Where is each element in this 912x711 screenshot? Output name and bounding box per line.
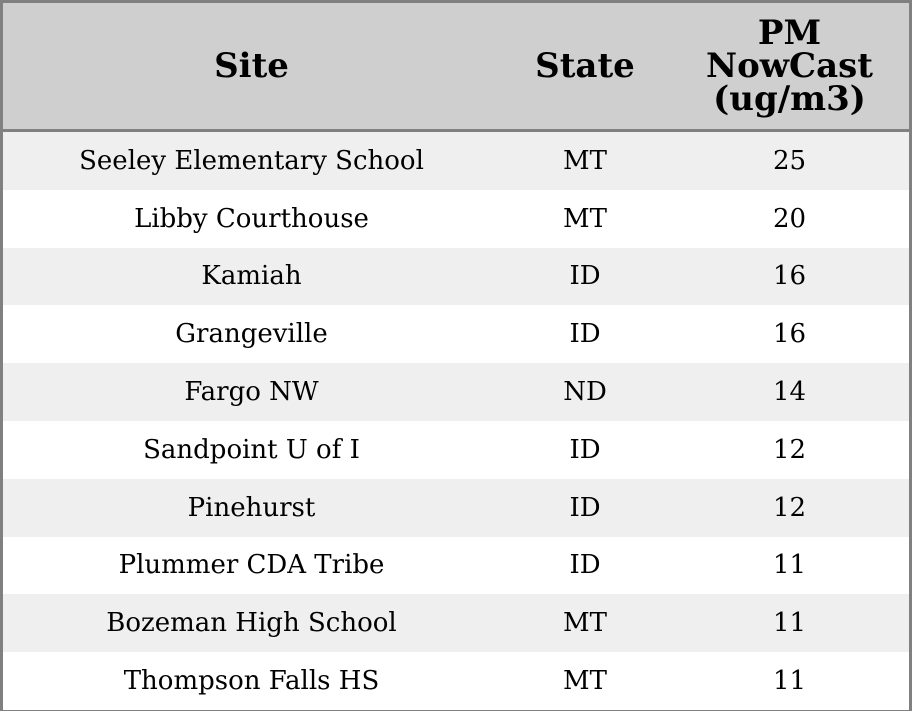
table-row	[3, 537, 909, 595]
cell-pm: 25	[772, 145, 807, 176]
cell-pm: 16	[772, 319, 807, 350]
cell-state: MT	[563, 145, 607, 176]
table-row	[3, 132, 909, 190]
table-row	[3, 363, 909, 421]
table-body	[3, 132, 909, 710]
table-header	[3, 3, 909, 132]
cell-site: Sandpoint U of I	[143, 434, 360, 465]
cell-pm: 14	[772, 377, 807, 408]
header-site-label: Site	[214, 45, 289, 86]
cell-state: MT	[563, 203, 607, 234]
table-row	[3, 652, 909, 710]
cell-site: Plummer CDA Tribe	[118, 550, 385, 581]
header-pm-line-3: (ug/m3)	[713, 78, 866, 119]
table-row	[3, 479, 909, 537]
cell-state: ID	[569, 261, 601, 292]
table-row	[3, 421, 909, 479]
cell-state: ID	[569, 319, 601, 350]
cell-site: Grangeville	[175, 319, 328, 350]
cell-state: ID	[569, 550, 601, 581]
cell-pm: 16	[772, 261, 807, 292]
cell-site: Kamiah	[201, 261, 302, 292]
cell-pm: 12	[772, 434, 807, 465]
cell-site: Pinehurst	[187, 492, 316, 523]
cell-site: Seeley Elementary School	[79, 145, 424, 176]
cell-state: MT	[563, 608, 607, 639]
cell-site: Libby Courthouse	[134, 203, 369, 234]
cell-state: ID	[569, 434, 601, 465]
cell-site: Fargo NW	[184, 377, 319, 408]
cell-state: ND	[563, 377, 607, 408]
cell-state: ID	[569, 492, 601, 523]
header-pm-line-1: PM	[757, 12, 822, 53]
header-site	[3, 3, 500, 129]
cell-site: Thompson Falls HS	[123, 666, 380, 697]
header-state	[500, 3, 670, 129]
cell-state: MT	[563, 666, 607, 697]
cell-pm: 11	[772, 666, 807, 697]
header-pm-nowcast	[670, 3, 909, 129]
cell-pm: 20	[772, 203, 807, 234]
header-state-label: State	[535, 45, 635, 86]
table-row	[3, 248, 909, 306]
table-row	[3, 594, 909, 652]
table-row	[3, 305, 909, 363]
cell-pm: 12	[772, 492, 807, 523]
table-row	[3, 190, 909, 248]
cell-pm: 11	[772, 608, 807, 639]
cell-site: Bozeman High School	[106, 608, 397, 639]
cell-pm: 11	[772, 550, 807, 581]
header-pm-line-2: NowCast	[706, 45, 873, 86]
